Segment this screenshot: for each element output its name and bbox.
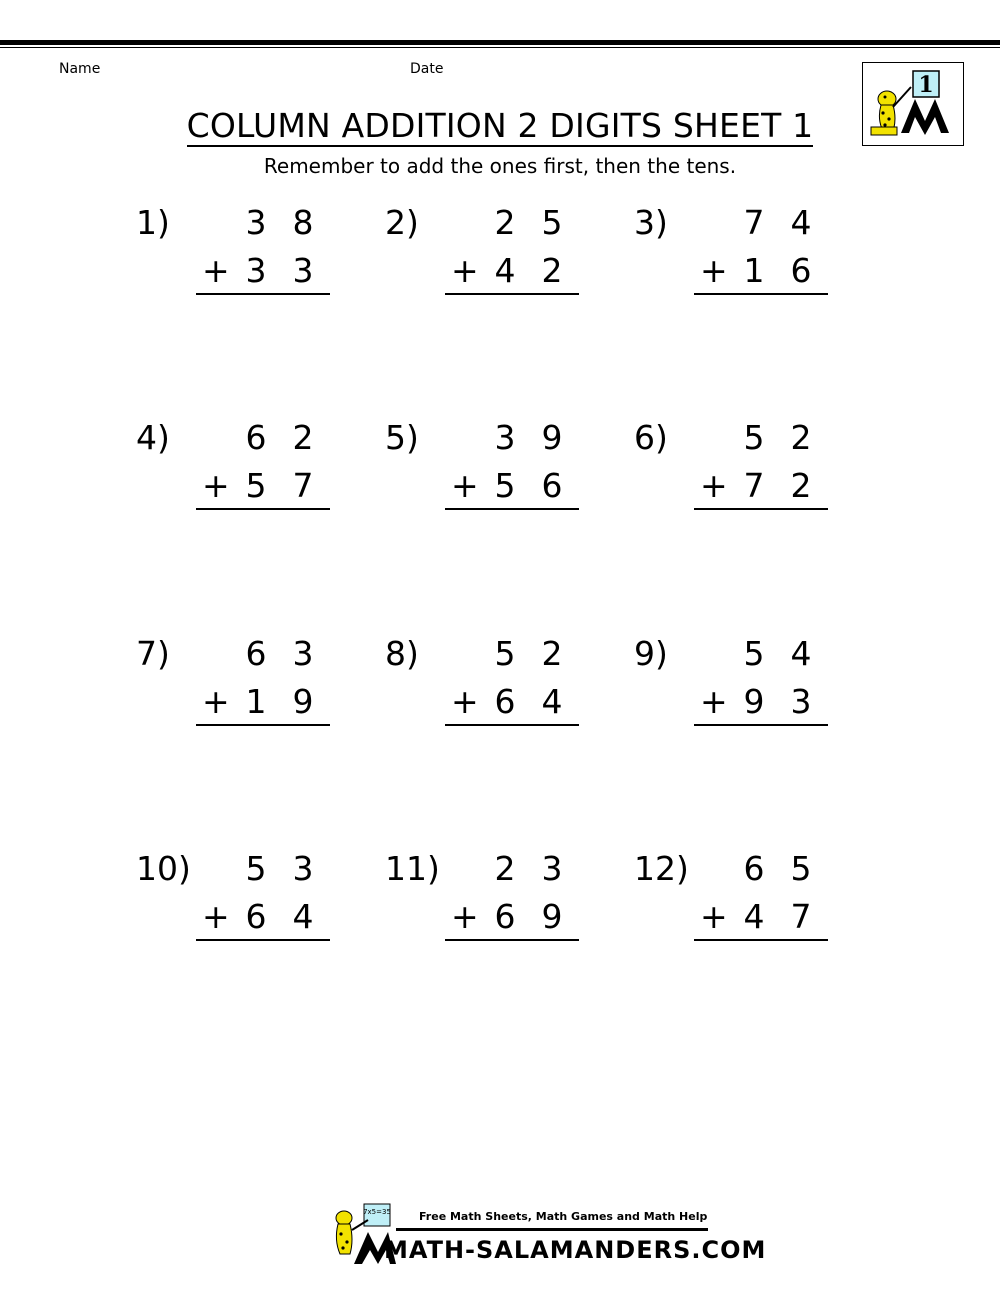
problem-3 (634, 203, 894, 313)
bottom-ones-digit: 9 (292, 682, 314, 721)
top-ones-digit: 2 (790, 418, 812, 457)
footer-brand[interactable]: MATH-SALAMANDERS.COM (384, 1236, 767, 1264)
top-tens-digit: 2 (494, 849, 516, 888)
bottom-ones-digit: 2 (541, 251, 563, 290)
top-rule-thick (0, 40, 1000, 45)
problem-1 (136, 203, 396, 313)
top-ones-digit: 3 (292, 634, 314, 673)
top-tens-digit: 6 (245, 634, 267, 673)
name-label: Name (59, 61, 101, 77)
bottom-ones-digit: 9 (541, 897, 563, 936)
top-ones-digit: 2 (541, 634, 563, 673)
footer-rule (396, 1228, 708, 1231)
answer-line (445, 939, 579, 941)
top-ones-digit: 3 (541, 849, 563, 888)
logo-badge (862, 62, 964, 146)
problem-number: 10) (136, 849, 191, 888)
problem-number: 8) (385, 634, 419, 673)
plus-sign: + (451, 466, 479, 505)
bottom-ones-digit: 6 (790, 251, 812, 290)
answer-line (694, 939, 828, 941)
top-tens-digit: 5 (494, 634, 516, 673)
problem-4 (136, 418, 396, 528)
top-tens-digit: 5 (743, 634, 765, 673)
top-ones-digit: 4 (790, 634, 812, 673)
bottom-tens-digit: 9 (743, 682, 765, 721)
top-tens-digit: 6 (743, 849, 765, 888)
plus-sign: + (202, 251, 230, 290)
bottom-ones-digit: 6 (541, 466, 563, 505)
answer-line (694, 508, 828, 510)
bottom-tens-digit: 1 (245, 682, 267, 721)
plus-sign: + (451, 897, 479, 936)
bottom-tens-digit: 3 (245, 251, 267, 290)
problem-number: 12) (634, 849, 689, 888)
answer-line (445, 724, 579, 726)
bottom-tens-digit: 4 (494, 251, 516, 290)
plus-sign: + (700, 251, 728, 290)
plus-sign: + (700, 466, 728, 505)
problem-9 (634, 634, 894, 744)
top-tens-digit: 5 (743, 418, 765, 457)
plus-sign: + (451, 682, 479, 721)
top-tens-digit: 5 (245, 849, 267, 888)
bottom-ones-digit: 2 (790, 466, 812, 505)
top-ones-digit: 2 (292, 418, 314, 457)
problem-8 (385, 634, 645, 744)
page-title: COLUMN ADDITION 2 DIGITS SHEET 1 (186, 106, 814, 145)
bottom-tens-digit: 1 (743, 251, 765, 290)
plus-sign: + (700, 682, 728, 721)
plus-sign: + (451, 251, 479, 290)
bottom-ones-digit: 7 (790, 897, 812, 936)
problem-number: 1) (136, 203, 170, 242)
bottom-tens-digit: 5 (245, 466, 267, 505)
bottom-ones-digit: 4 (292, 897, 314, 936)
problem-number: 6) (634, 418, 668, 457)
problem-5 (385, 418, 645, 528)
problem-number: 11) (385, 849, 440, 888)
plus-sign: + (202, 682, 230, 721)
logo-digit: 1 (918, 72, 934, 98)
bottom-tens-digit: 5 (494, 466, 516, 505)
bottom-tens-digit: 4 (743, 897, 765, 936)
top-ones-digit: 5 (541, 203, 563, 242)
bottom-tens-digit: 7 (743, 466, 765, 505)
answer-line (445, 508, 579, 510)
answer-line (196, 724, 330, 726)
plus-sign: + (700, 897, 728, 936)
answer-line (694, 724, 828, 726)
problem-number: 4) (136, 418, 170, 457)
answer-line (196, 508, 330, 510)
answer-line (196, 293, 330, 295)
top-ones-digit: 4 (790, 203, 812, 242)
top-tens-digit: 3 (494, 418, 516, 457)
top-tens-digit: 6 (245, 418, 267, 457)
problem-number: 3) (634, 203, 668, 242)
top-ones-digit: 8 (292, 203, 314, 242)
answer-line (196, 939, 330, 941)
problem-6 (634, 418, 894, 528)
bottom-ones-digit: 3 (790, 682, 812, 721)
problem-12 (634, 849, 894, 959)
bottom-tens-digit: 6 (494, 682, 516, 721)
problem-number: 7) (136, 634, 170, 673)
salamander-logo-icon (863, 63, 963, 145)
problem-number: 2) (385, 203, 419, 242)
problem-number: 9) (634, 634, 668, 673)
bottom-ones-digit: 4 (541, 682, 563, 721)
problem-7 (136, 634, 396, 744)
answer-line (445, 293, 579, 295)
top-tens-digit: 2 (494, 203, 516, 242)
bottom-tens-digit: 6 (245, 897, 267, 936)
problem-2 (385, 203, 645, 313)
top-tens-digit: 7 (743, 203, 765, 242)
top-ones-digit: 3 (292, 849, 314, 888)
bottom-ones-digit: 3 (292, 251, 314, 290)
plus-sign: + (202, 466, 230, 505)
footer-tagline: Free Math Sheets, Math Games and Math Help (419, 1210, 708, 1223)
top-rule-thin (0, 47, 1000, 48)
plus-sign: + (202, 897, 230, 936)
bottom-ones-digit: 7 (292, 466, 314, 505)
problem-11 (385, 849, 645, 959)
date-label: Date (410, 61, 444, 77)
instructions: Remember to add the ones first, then the tens. (263, 154, 737, 178)
top-tens-digit: 3 (245, 203, 267, 242)
svg-text:7x5=35: 7x5=35 (363, 1208, 391, 1216)
top-ones-digit: 5 (790, 849, 812, 888)
problem-number: 5) (385, 418, 419, 457)
top-ones-digit: 9 (541, 418, 563, 457)
bottom-tens-digit: 6 (494, 897, 516, 936)
answer-line (694, 293, 828, 295)
problem-10 (136, 849, 396, 959)
